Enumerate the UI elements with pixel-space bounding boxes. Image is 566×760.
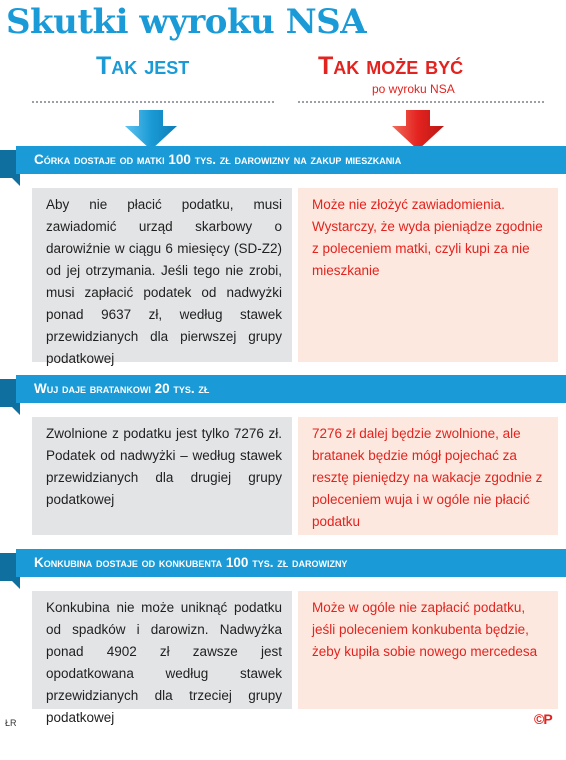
- copyright-mark: ©P: [534, 711, 552, 727]
- section-banner: [0, 549, 566, 589]
- arrow-down-red-icon: [392, 110, 444, 150]
- current-rule-text: Zwolnione z podatku jest tylko 7276 zł. Podatek od nadwyżki – według stawek przewidzianych dla drugiej grupy podatkowej: [32, 417, 292, 535]
- divider-right: [298, 101, 544, 103]
- section-heading: Wuj daje bratankowi 20 tys. zł: [16, 375, 566, 403]
- author-initials: ŁR: [5, 718, 17, 728]
- page-title: Skutki wyroku NSA: [6, 2, 367, 42]
- section-banner: [0, 375, 566, 415]
- section-2: [0, 375, 566, 535]
- column-heading-right: Tak może być: [318, 52, 464, 80]
- arrow-down-blue-icon: [125, 110, 177, 150]
- after-ruling-text: Może w ogóle nie zapłacić podatku, jeśli poleceniem konkubenta będzie, żeby kupiła sobie nowego mercedesa: [298, 591, 558, 709]
- column-subheading-right: po wyroku NSA: [372, 82, 455, 96]
- divider-left: [32, 101, 274, 103]
- after-ruling-text: 7276 zł dalej będzie zwolnione, ale bratanek będzie mógł pojechać za resztę pieniędzy na wakacje zgodnie z poleceniem wuja i w ogóle nie płacić podatku: [298, 417, 558, 535]
- section-heading: Córka dostaje od matki 100 tys. zł darowizny na zakup mieszkania: [16, 146, 566, 174]
- section-banner: [0, 146, 566, 186]
- column-heading-left: Tak jest: [96, 52, 190, 80]
- current-rule-text: Konkubina nie może uniknąć podatku od spadków i darowizn. Nadwyżka ponad 4902 zł zawsze jest opodatkowana według stawek przewidzianych dla trzeciej grupy podatkowej: [32, 591, 292, 709]
- section-1: [0, 146, 566, 366]
- section-heading: Konkubina dostaje od konkubenta 100 tys. zł darowizny: [16, 549, 566, 577]
- current-rule-text: Aby nie płacić podatku, musi zawiadomić urząd skarbowy o darowiźnie w ciągu 6 miesięcy (SD-Z2) od jej otrzymania. Jeśli tego nie zrobi, musi zapłacić podatek od nadwyżki ponad 9637 zł, według stawek przewidzianych dla pierwszej grupy podatkowej: [32, 188, 292, 362]
- after-ruling-text: Może nie złożyć zawiadomienia. Wystarczy, że wyda pieniądze zgodnie z poleceniem matki, czyli kupi za nie mieszkanie: [298, 188, 558, 362]
